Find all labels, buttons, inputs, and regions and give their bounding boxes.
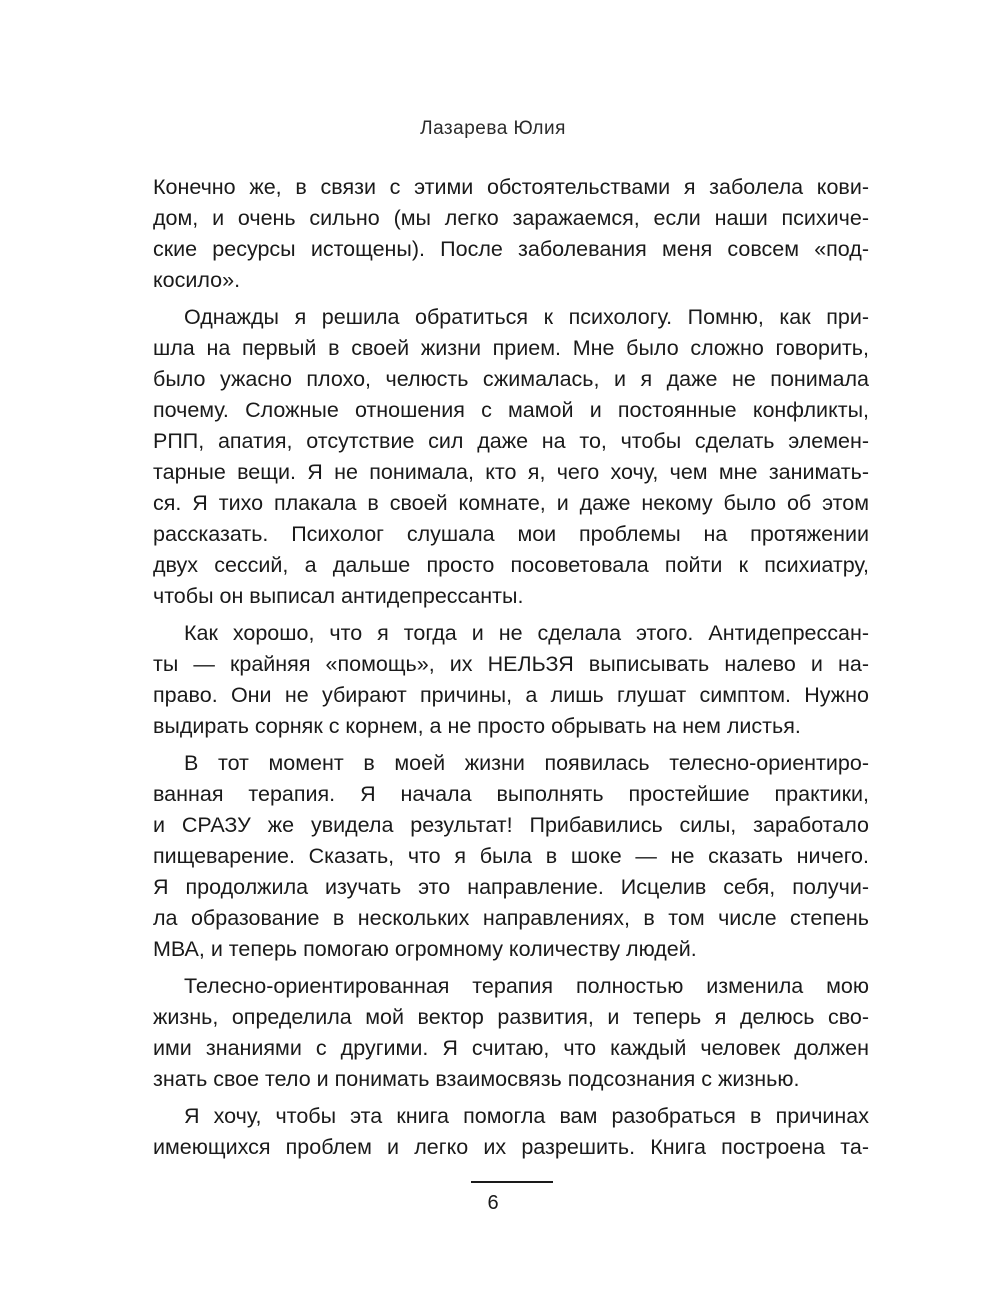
text-line: было ужасно плохо, челюсть сжималась, и я даже не понимала — [153, 367, 869, 391]
text-line: Телесно-ориентированная терапия полностью изменила мою — [184, 974, 869, 998]
text-line: ские ресурсы истощены). После заболевания меня совсем «под- — [153, 237, 869, 261]
page-number: 6 — [487, 1192, 499, 1214]
text-line: знать свое тело и понимать взаимосвязь подсознания с жизнью. — [153, 1067, 800, 1091]
text-line: В тот момент в моей жизни появилась телесно-ориентиро- — [184, 751, 869, 775]
text-line: рассказать. Психолог слушала мои проблемы на протяжении — [153, 522, 869, 546]
text-line: ся. Я тихо плакала в своей комнате, и даже некому было об этом — [153, 491, 869, 515]
paragraph-4 — [153, 748, 869, 965]
text-line: двух сессий, а дальше просто посоветовала пойти к психиатру, — [153, 553, 869, 577]
text-line: имеющихся проблем и легко их разрешить. Книга построена та- — [153, 1135, 869, 1159]
text-line: тарные вещи. Я не понимала, кто я, чего хочу, чем мне занимать- — [153, 460, 869, 484]
text-line: Я хочу, чтобы эта книга помогла вам разобраться в причинах — [184, 1104, 869, 1128]
text-line: ванная терапия. Я начала выполнять простейшие практики, — [153, 782, 869, 806]
body-text — [153, 172, 869, 1163]
text-line: РПП, апатия, отсутствие сил даже на то, чтобы сделать элемен- — [153, 429, 869, 453]
text-line: Я продолжила изучать это направление. Исцелив себя, получи- — [153, 875, 869, 899]
text-line: выдирать сорняк с корнем, а не просто обрывать на нем листья. — [153, 714, 801, 738]
footer-rule — [471, 1181, 553, 1183]
paragraph-1 — [153, 172, 869, 296]
text-line: шла на первый в своей жизни прием. Мне было сложно говорить, — [153, 336, 869, 360]
text-line: чтобы он выписал антидепрессанты. — [153, 584, 524, 608]
paragraph-3 — [153, 618, 869, 742]
paragraph-5 — [153, 971, 869, 1095]
text-line: Конечно же, в связи с этими обстоятельствами я заболела кови- — [153, 175, 869, 199]
text-line: ты — крайняя «помощь», их НЕЛЬЗЯ выписывать налево и на- — [153, 652, 869, 676]
text-line: ла образование в нескольких направлениях, в том числе степень — [153, 906, 869, 930]
text-line: Однажды я решила обратиться к психологу. Помню, как при- — [184, 305, 869, 329]
text-line: косило». — [153, 268, 241, 292]
text-line: Как хорошо, что я тогда и не сделала этого. Антидепрессан- — [184, 621, 869, 645]
paragraph-2 — [153, 302, 869, 612]
text-line: жизнь, определила мой вектор развития, и теперь я делюсь сво- — [153, 1005, 869, 1029]
paragraph-6 — [153, 1101, 869, 1163]
text-line: почему. Сложные отношения с мамой и постоянные конфликты, — [153, 398, 869, 422]
text-line: ими знаниями с другими. Я считаю, что каждый человек должен — [153, 1036, 869, 1060]
text-line: МВА, и теперь помогаю огромному количеству людей. — [153, 937, 697, 961]
text-line: право. Они не убирают причины, а лишь глушат симптом. Нужно — [153, 683, 869, 707]
text-line: и СРАЗУ же увидела результат! Прибавились силы, заработало — [153, 813, 869, 837]
running-header: Лазарева Юлия — [420, 118, 566, 139]
text-line: дом, и очень сильно (мы легко заражаемся, если наши психиче- — [153, 206, 869, 230]
text-line: пищеварение. Сказать, что я была в шоке — не сказать ничего. — [153, 844, 869, 868]
